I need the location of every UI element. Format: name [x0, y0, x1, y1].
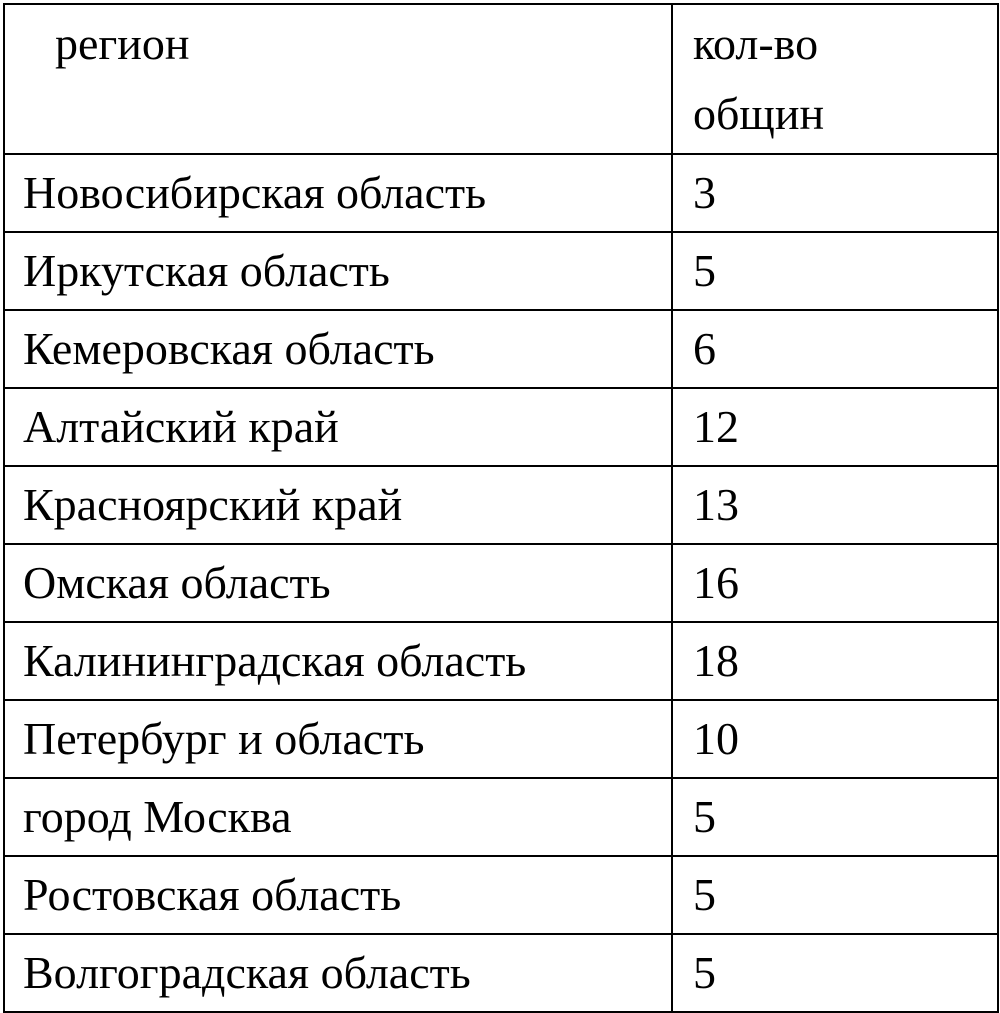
region-cell: Новосибирская область — [4, 154, 672, 232]
region-cell: Петербург и область — [4, 700, 672, 778]
table-row — [4, 622, 998, 700]
region-cell: Волгоградская область — [4, 934, 672, 1012]
region-cell: Алтайский край — [4, 388, 672, 466]
region-cell: Омская область — [4, 544, 672, 622]
count-cell: 5 — [672, 232, 998, 310]
table-row — [4, 232, 998, 310]
table-header — [4, 4, 998, 154]
region-cell: Красноярский край — [4, 466, 672, 544]
region-cell: Ростовская область — [4, 856, 672, 934]
count-cell: 5 — [672, 934, 998, 1012]
table-row — [4, 544, 998, 622]
region-cell: Калининградская область — [4, 622, 672, 700]
count-cell: 3 — [672, 154, 998, 232]
communities-table — [3, 3, 999, 1013]
region-cell: Кемеровская область — [4, 310, 672, 388]
header-row — [4, 4, 998, 154]
count-cell: 5 — [672, 778, 998, 856]
count-cell: 12 — [672, 388, 998, 466]
count-cell: 13 — [672, 466, 998, 544]
table-row — [4, 778, 998, 856]
table-row — [4, 934, 998, 1012]
count-cell: 18 — [672, 622, 998, 700]
table-row — [4, 154, 998, 232]
count-cell: 6 — [672, 310, 998, 388]
count-cell: 5 — [672, 856, 998, 934]
table-body — [4, 154, 998, 1012]
table-row — [4, 310, 998, 388]
header-count: кол-во общин — [672, 4, 998, 154]
table-row — [4, 388, 998, 466]
header-region: регион — [4, 4, 672, 154]
table-row — [4, 700, 998, 778]
table-row — [4, 466, 998, 544]
table-row — [4, 856, 998, 934]
count-cell: 16 — [672, 544, 998, 622]
region-cell: Иркутская область — [4, 232, 672, 310]
count-cell: 10 — [672, 700, 998, 778]
region-cell: город Москва — [4, 778, 672, 856]
